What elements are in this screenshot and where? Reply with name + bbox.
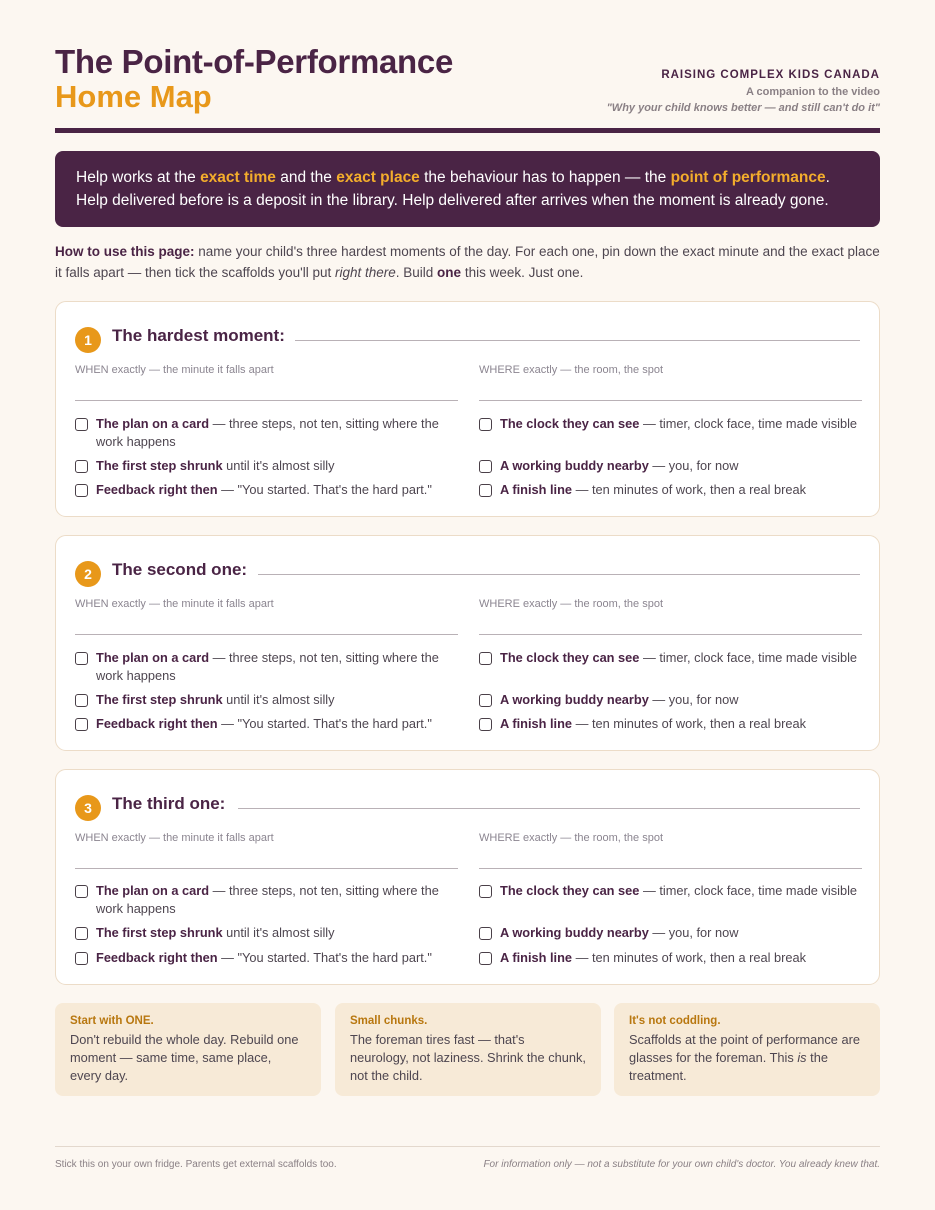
where-field[interactable]: [479, 634, 862, 635]
option-working-buddy[interactable]: A working buddy nearby — you, for now: [500, 691, 870, 709]
option-visible-clock[interactable]: The clock they can see — timer, clock face, time made visible: [500, 415, 870, 433]
tip-text: The foreman tires fast — that's neurology, not laziness. Shrink the chunk, not the child.: [350, 1032, 586, 1083]
page-title: The Point-of-Performance: [55, 43, 454, 80]
checkbox[interactable]: [75, 418, 88, 431]
moment-name-line[interactable]: [258, 574, 860, 575]
checkbox[interactable]: [75, 484, 88, 497]
checkbox[interactable]: [75, 885, 88, 898]
checkbox[interactable]: [75, 927, 88, 940]
checkbox[interactable]: [75, 694, 88, 707]
option-plan-on-card[interactable]: The plan on a card — three steps, not ten, sitting where the work happens: [96, 415, 466, 451]
tip-not-coddling: [614, 1003, 880, 1096]
option-working-buddy[interactable]: A working buddy nearby — you, for now: [500, 457, 870, 475]
checkbox[interactable]: [479, 484, 492, 497]
option-first-step-shrunk[interactable]: The first step shrunk until it's almost silly: [96, 924, 466, 942]
moment-card-3: [55, 769, 880, 985]
checkbox[interactable]: [479, 952, 492, 965]
when-label: WHEN exactly — the minute it falls apart: [75, 832, 274, 844]
moment-title: The second one:: [112, 560, 248, 579]
intro-banner: [55, 151, 880, 227]
when-label: WHEN exactly — the minute it falls apart: [75, 598, 274, 610]
highlight-exact-time: exact time: [200, 169, 276, 186]
footer-disclaimer: For information only — not a substitute for your own child's doctor. You already knew that.: [483, 1159, 880, 1170]
checkbox[interactable]: [479, 718, 492, 731]
checkbox[interactable]: [479, 460, 492, 473]
highlight-exact-place: exact place: [336, 169, 420, 186]
tip-title: Start with ONE.: [70, 1015, 154, 1027]
step-number-badge: 1: [75, 327, 101, 353]
where-field[interactable]: [479, 400, 862, 401]
option-visible-clock[interactable]: The clock they can see — timer, clock face, time made visible: [500, 882, 870, 900]
checkbox[interactable]: [479, 927, 492, 940]
where-label: WHERE exactly — the room, the spot: [479, 832, 664, 844]
option-feedback-right-then[interactable]: Feedback right then — "You started. That's the hard part.": [96, 715, 466, 733]
option-working-buddy[interactable]: A working buddy nearby — you, for now: [500, 924, 870, 942]
moment-name-line[interactable]: [238, 808, 860, 809]
header: [55, 0, 880, 132]
banner-line-1: Help works at the exact time and the exact place the behaviour has to happen — the point of performance.: [76, 169, 830, 186]
option-feedback-right-then[interactable]: Feedback right then — "You started. That's the hard part.": [96, 481, 466, 499]
option-finish-line[interactable]: A finish line — ten minutes of work, then a real break: [500, 481, 870, 499]
page-subtitle: Home Map: [55, 79, 212, 114]
step-number-badge: 3: [75, 795, 101, 821]
option-feedback-right-then[interactable]: Feedback right then — "You started. That's the hard part.": [96, 949, 466, 967]
footer-divider: [55, 1146, 880, 1147]
tip-title: Small chunks.: [350, 1015, 428, 1027]
moment-title: The third one:: [112, 794, 226, 813]
how-to-instructions: How to use this page: name your child's three hardest moments of the day. For each one, pin down the exact minute and the exact place it falls apart — then tick the scaffolds you'll put right there. Build one this week. Just one.: [55, 244, 880, 280]
option-first-step-shrunk[interactable]: The first step shrunk until it's almost silly: [96, 691, 466, 709]
organization-name: RAISING COMPLEX KIDS CANADA: [661, 69, 880, 81]
where-label: WHERE exactly — the room, the spot: [479, 364, 664, 376]
checkbox[interactable]: [479, 652, 492, 665]
option-plan-on-card[interactable]: The plan on a card — three steps, not ten, sitting where the work happens: [96, 882, 466, 918]
video-title-quote: "Why your child knows better — and still can't do it": [606, 102, 880, 114]
checkbox[interactable]: [75, 652, 88, 665]
when-label: WHEN exactly — the minute it falls apart: [75, 364, 274, 376]
option-finish-line[interactable]: A finish line — ten minutes of work, then a real break: [500, 715, 870, 733]
moment-card-2: [55, 535, 880, 751]
highlight-point-of-performance: point of performance: [670, 169, 826, 186]
header-divider: [55, 128, 880, 133]
home-map-page: [55, 0, 880, 1170]
moment-name-line[interactable]: [295, 340, 860, 341]
checkbox[interactable]: [75, 718, 88, 731]
moment-title: The hardest moment:: [112, 326, 285, 345]
option-first-step-shrunk[interactable]: The first step shrunk until it's almost silly: [96, 457, 466, 475]
option-plan-on-card[interactable]: The plan on a card — three steps, not ten, sitting where the work happens: [96, 649, 466, 685]
tip-text: Scaffolds at the point of performance are glasses for the foreman. This is the treatment.: [629, 1032, 860, 1083]
tip-text: Don't rebuild the whole day. Rebuild one moment — same time, same place, every day.: [70, 1032, 299, 1083]
when-field[interactable]: [75, 634, 458, 635]
checkbox[interactable]: [75, 460, 88, 473]
step-number-badge: 2: [75, 561, 101, 587]
tip-title: It's not coddling.: [629, 1015, 721, 1027]
when-field[interactable]: [75, 400, 458, 401]
companion-note: A companion to the video: [745, 86, 880, 98]
checkbox[interactable]: [479, 694, 492, 707]
checkbox[interactable]: [479, 885, 492, 898]
option-visible-clock[interactable]: The clock they can see — timer, clock face, time made visible: [500, 649, 870, 667]
where-field[interactable]: [479, 868, 862, 869]
tip-start-with-one: [55, 1003, 321, 1096]
tip-small-chunks: [335, 1003, 601, 1096]
moment-card-1: [55, 301, 880, 517]
banner-line-2: Help delivered before is a deposit in the library. Help delivered after arrives when the moment is already gone.: [76, 192, 829, 209]
checkbox[interactable]: [75, 952, 88, 965]
when-field[interactable]: [75, 868, 458, 869]
checkbox[interactable]: [479, 418, 492, 431]
where-label: WHERE exactly — the room, the spot: [479, 598, 664, 610]
footer-note: Stick this on your own fridge. Parents get external scaffolds too.: [55, 1159, 337, 1170]
option-finish-line[interactable]: A finish line — ten minutes of work, then a real break: [500, 949, 870, 967]
